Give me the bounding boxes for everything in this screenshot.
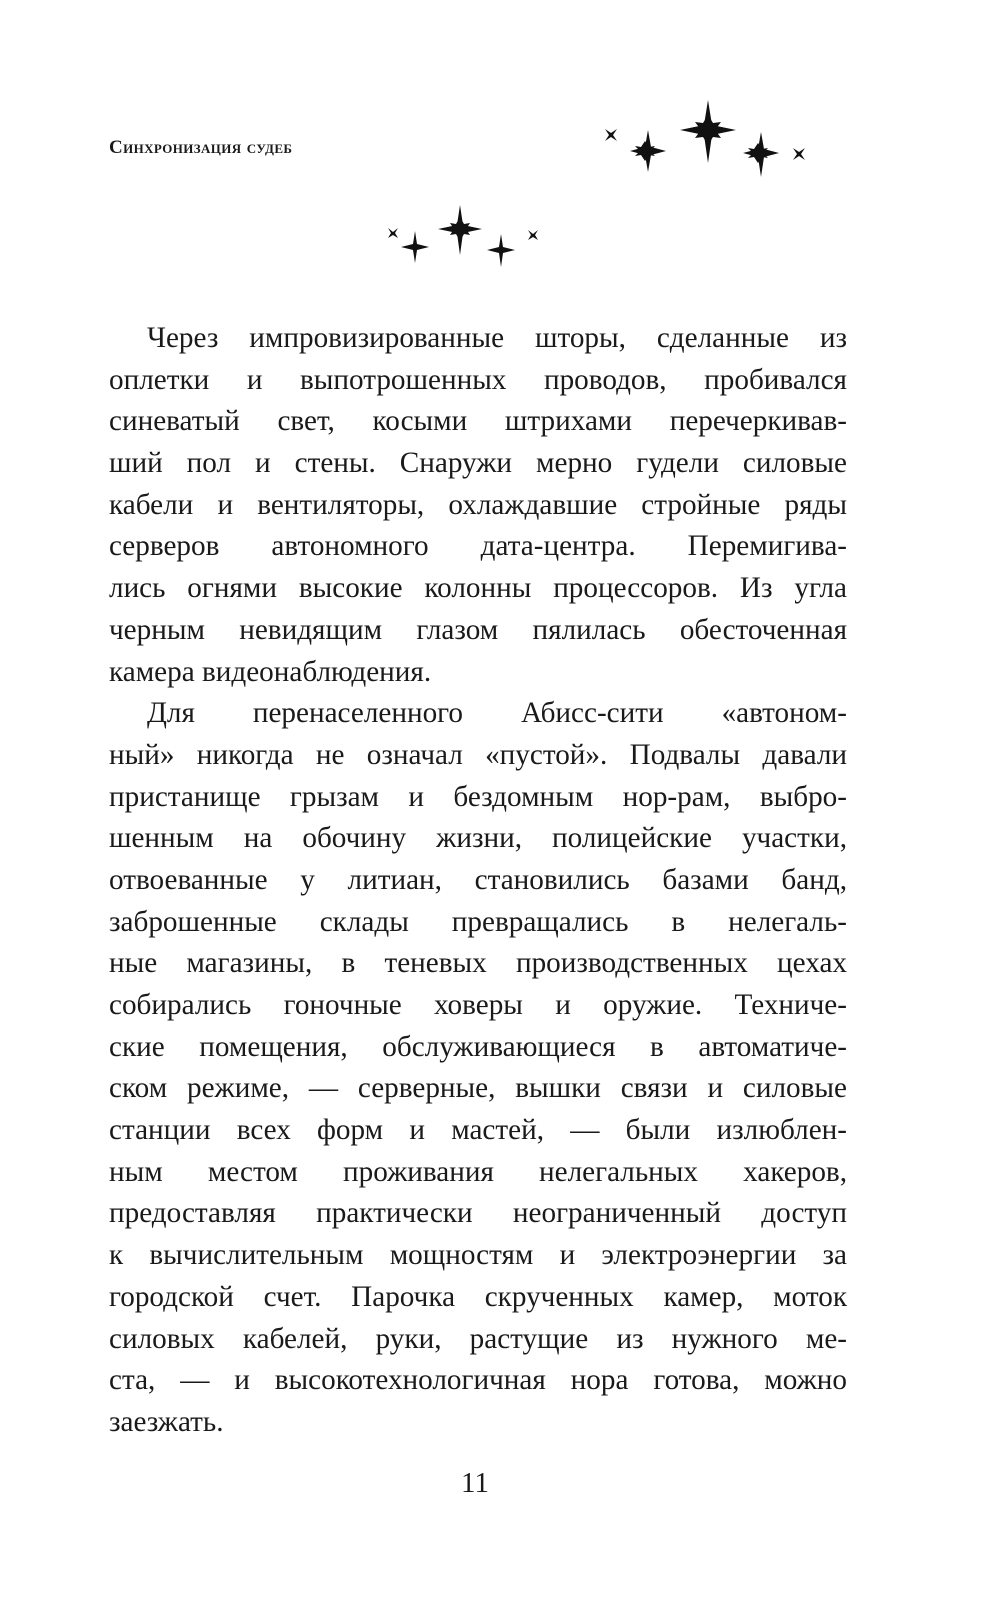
text-line: кабели и вентиляторы, охлаждавшие стройные ряды bbox=[109, 488, 847, 521]
text-line: камера видеонаблюдения. bbox=[109, 655, 432, 688]
text-line: ста, — и высокотехнологичная нора готова, можно bbox=[109, 1364, 847, 1397]
text-line: ным местом проживания нелегальных хакеров, bbox=[109, 1155, 847, 1188]
text-line: синеватый свет, косыми штрихами перечеркивав- bbox=[109, 405, 847, 438]
stars-ornament-icon bbox=[605, 95, 855, 190]
text-line: ный» никогда не означал «пустой». Подвалы давали bbox=[109, 738, 847, 771]
text-line: к вычислительным мощностям и электроэнергии за bbox=[109, 1239, 847, 1272]
text-line: станции всех форм и мастей, — были излюблен- bbox=[109, 1114, 847, 1147]
text-line: ные магазины, в теневых производственных цехах bbox=[109, 947, 847, 980]
text-line: лись огнями высокие колонны процессоров. Из угла bbox=[109, 572, 847, 605]
body-text bbox=[109, 318, 847, 1444]
stars-ornament-icon bbox=[388, 205, 568, 277]
text-line: Через импровизированные шторы, сделанные из bbox=[147, 322, 847, 354]
text-line: силовых кабелей, руки, растущие из нужного ме- bbox=[109, 1322, 847, 1355]
text-line: черным невидящим глазом пялилась обесточенная bbox=[109, 613, 847, 646]
text-line: заезжать. bbox=[109, 1405, 224, 1438]
text-line: собирались гоночные ховеры и оружие. Техниче- bbox=[109, 989, 847, 1021]
text-line: ские помещения, обслуживающиеся в автоматиче- bbox=[109, 1030, 847, 1063]
text-line: заброшенные склады превращались в нелегаль- bbox=[109, 905, 847, 938]
text-line: серверов автономного дата-центра. Перемигива- bbox=[109, 530, 847, 563]
text-line: городской счет. Парочка скрученных камер, моток bbox=[109, 1280, 847, 1313]
text-line: пристанище грызам и бездомным нор-рам, выбро- bbox=[109, 780, 847, 813]
page-number: 11 bbox=[461, 1467, 489, 1499]
running-head: Синхронизация судеб bbox=[109, 137, 293, 158]
text-line: ском режиме, — серверные, вышки связи и силовые bbox=[109, 1072, 847, 1105]
text-line: предоставляя практически неограниченный доступ bbox=[109, 1197, 847, 1230]
text-line: ший пол и стены. Снаружи мерно гудели силовые bbox=[109, 447, 847, 480]
text-line: Для перенаселенного Абисс-сити «автоном- bbox=[147, 697, 847, 730]
text-line: шенным на обочину жизни, полицейские участки, bbox=[109, 822, 847, 855]
text-line: отвоеванные у литиан, становились базами банд, bbox=[109, 863, 847, 896]
text-line: оплетки и выпотрошенных проводов, пробивался bbox=[109, 363, 847, 396]
